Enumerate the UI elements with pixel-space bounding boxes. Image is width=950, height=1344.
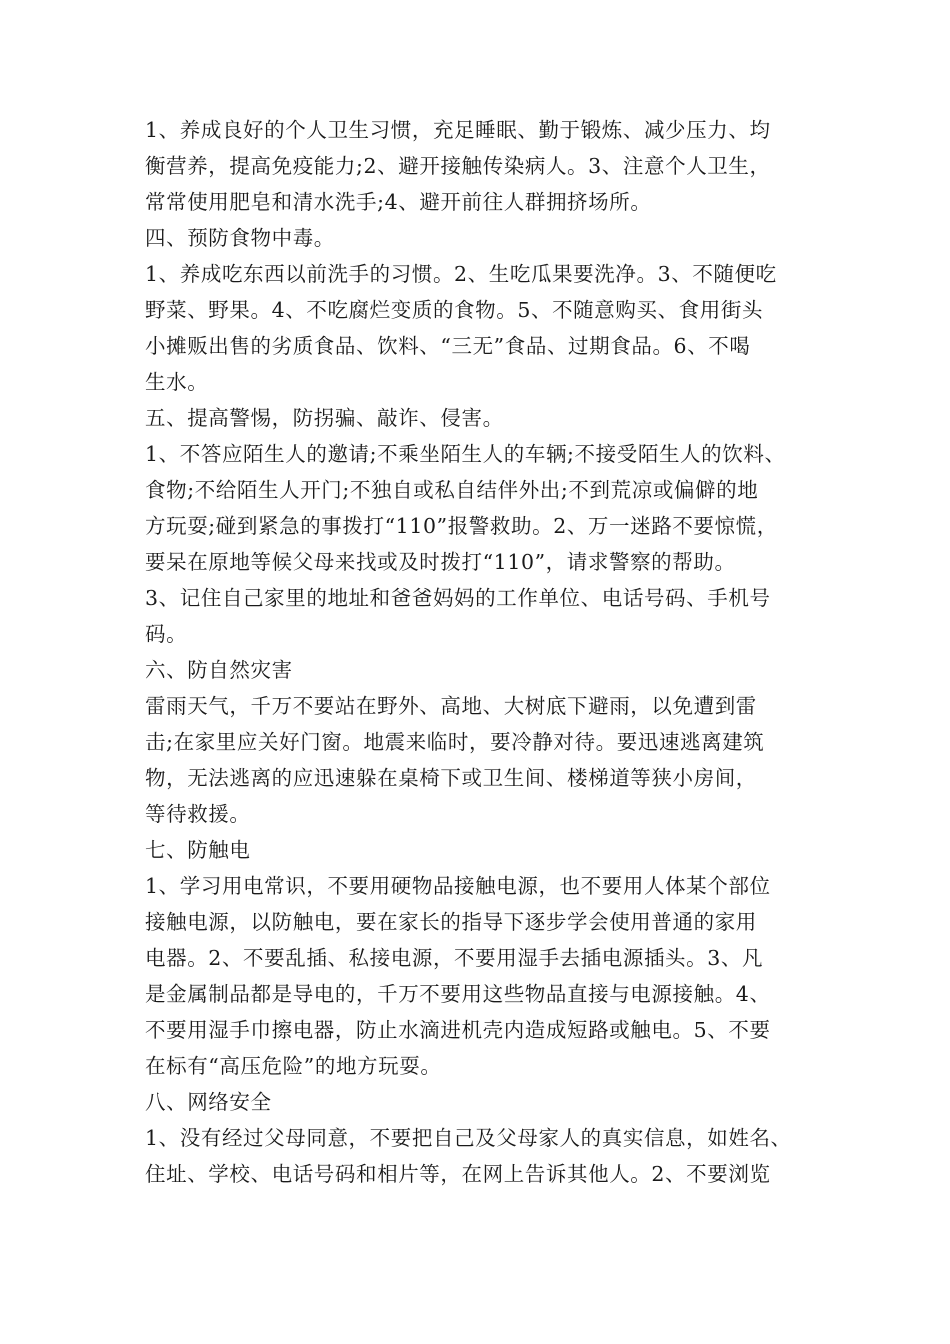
text-line: 1、养成良好的个人卫生习惯，充足睡眠、勤于锻炼、减少压力、均 [145,118,771,142]
text-line: 食物;不给陌生人开门;不独自或私自结伴外出;不到荒凉或偏僻的地 [145,478,759,502]
text-line: 物，无法逃离的应迅速躲在桌椅下或卫生间、楼梯道等狭小房间， [145,766,757,790]
text-line: 接触电源，以防触电，要在家长的指导下逐步学会使用普通的家用 [145,910,757,934]
text-line: 1、没有经过父母同意，不要把自己及父母家人的真实信息，如姓名、 [145,1126,792,1150]
text-line: 住址、学校、电话号码和相片等，在网上告诉其他人。2、不要浏览 [145,1162,771,1186]
text-line: 等待救援。 [145,802,251,826]
text-line: 码。 [145,622,188,646]
section-heading: 八、网络安全 [145,1090,272,1114]
text-line: 1、养成吃东西以前洗手的习惯。2、生吃瓜果要洗净。3、不随便吃 [145,262,777,286]
text-line: 电器。2、不要乱插、私接电源，不要用湿手去插电源插头。3、凡 [145,946,764,970]
text-line: 不要用湿手巾擦电器，防止水滴进机壳内造成短路或触电。5、不要 [145,1018,771,1042]
section-heading: 七、防触电 [145,838,251,862]
text-line: 野菜、野果。4、不吃腐烂变质的食物。5、不随意购买、食用街头 [145,298,764,322]
text-line: 3、记住自己家里的地址和爸爸妈妈的工作单位、电话号码、手机号 [145,586,771,610]
document-body [145,112,835,1192]
section-heading: 四、预防食物中毒。 [145,226,335,250]
text-line: 衡营养，提高免疫能力;2、避开接触传染病人。3、注意个人卫生， [145,154,771,178]
section-heading: 五、提高警惕，防拐骗、敲诈、侵害。 [145,406,504,430]
text-line: 要呆在原地等候父母来找或及时拨打“110”，请求警察的帮助。 [145,550,736,574]
text-line: 方玩耍;碰到紧急的事拨打“110”报警救助。2、万一迷路不要惊慌， [145,514,778,538]
text-line: 1、不答应陌生人的邀请;不乘坐陌生人的车辆;不接受陌生人的饮料、 [145,442,786,466]
text-line: 击;在家里应关好门窗。地震来临时，要冷静对待。要迅速逃离建筑 [145,730,765,754]
text-line: 小摊贩出售的劣质食品、饮料、“三无”食品、过期食品。6、不喝 [145,334,751,358]
section-heading: 六、防自然灾害 [145,658,293,682]
text-line: 1、学习用电常识，不要用硬物品接触电源，也不要用人体某个部位 [145,874,771,898]
text-line: 在标有“高压危险”的地方玩耍。 [145,1054,442,1078]
text-line: 雷雨天气，千万不要站在野外、高地、大树底下避雨，以免遭到雷 [145,694,757,718]
text-line: 生水。 [145,370,209,394]
text-line: 常常使用肥皂和清水洗手;4、避开前往人群拥挤场所。 [145,190,652,214]
text-line: 是金属制品都是导电的，千万不要用这些物品直接与电源接触。4、 [145,982,771,1006]
